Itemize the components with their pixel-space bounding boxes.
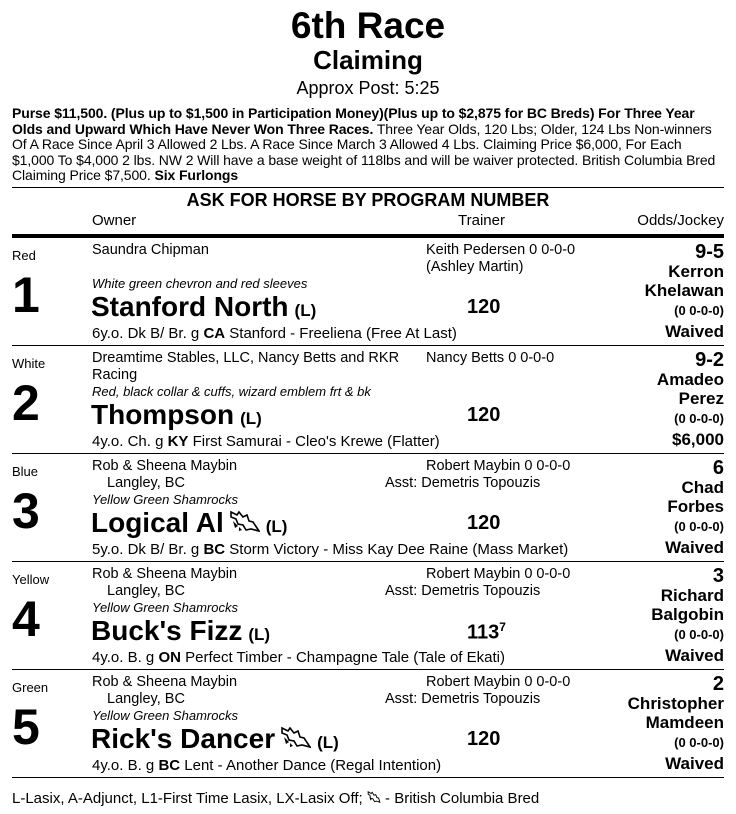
program-number: 3 <box>12 482 40 539</box>
jockey-last-name: Perez <box>678 388 724 408</box>
program-number: 1 <box>12 266 40 323</box>
race-title: 6th Race <box>290 5 446 46</box>
bc-legend-text: - British Columbia Bred <box>380 790 540 807</box>
breeding-pedigree: Lent - Another Dance (Regal Intention) <box>180 756 442 774</box>
trainer <box>426 350 554 367</box>
medication-flag: (L) <box>240 408 262 428</box>
owner-name: Rob & Sheena Maybin <box>92 457 238 474</box>
medication-flag: (L) <box>294 300 317 320</box>
horse-name-line <box>91 508 287 542</box>
bc-bred-icon <box>230 509 260 539</box>
jockey-first-name: Richard <box>660 585 724 605</box>
trainer-name: Keith Pedersen 0 0-0-0 <box>426 241 576 258</box>
medication-flag: (L) <box>317 732 339 752</box>
jockey-last-name: Forbes <box>667 496 724 516</box>
jockey <box>645 262 724 319</box>
jockey <box>657 370 724 427</box>
owner <box>92 566 422 600</box>
jockey-record: (0 0-0-0) <box>674 302 724 318</box>
breeding-state: KY <box>167 432 189 450</box>
jockey-first-name: Christopher <box>627 693 724 713</box>
trainer-name: Robert Maybin 0 0-0-0 <box>426 565 571 582</box>
horse-name-line <box>91 292 316 326</box>
medication-flag: (L) <box>248 624 271 644</box>
owner-name: Rob & Sheena Maybin <box>92 673 238 690</box>
trainer-name: Nancy Betts 0 0-0-0 <box>426 349 555 366</box>
horse-name-line <box>91 616 270 650</box>
weight-value: 113 <box>467 621 500 644</box>
jockey <box>651 586 724 643</box>
saddle-color: Green <box>12 679 49 695</box>
breeding-state: CA <box>203 324 226 342</box>
morning-line-odds: 3 <box>712 564 724 587</box>
entry-row <box>12 454 724 562</box>
saddle-color: Red <box>12 247 36 263</box>
jockey-last-name: Balgobin <box>651 604 724 624</box>
conditions-bold: Purse $11,500. (Plus up to $1,500 in Participation Money)(Plus up to $2,875 for BC Breds) For Three Year Olds and Upward Which Have Never Won Three Races. <box>12 105 695 137</box>
jockey-first-name: Kerron <box>668 261 724 281</box>
race-header <box>0 0 736 100</box>
breeding <box>92 757 441 774</box>
saddle-color: Blue <box>12 463 39 479</box>
trainer <box>426 566 570 583</box>
horse-name: Buck's Fizz <box>91 614 243 646</box>
silks-description: Yellow Green Shamrocks <box>92 707 238 723</box>
owner-name: Saundra Chipman <box>92 241 209 258</box>
program-number: 2 <box>12 374 40 431</box>
morning-line-odds: 2 <box>712 672 724 695</box>
claim-status: $6,000 <box>672 429 724 449</box>
silks-description: Red, black collar & cuffs, wizard emblem frt & bk <box>92 383 371 399</box>
horse-name: Thompson <box>91 398 235 430</box>
weight-value: 120 <box>467 727 501 750</box>
breeding-state: BC <box>158 756 181 774</box>
morning-line-odds: 6 <box>712 456 724 479</box>
assistant-trainer: Asst: Demetris Topouzis <box>385 474 541 491</box>
silks-description: Yellow Green Shamrocks <box>92 491 238 507</box>
trainer <box>426 458 570 475</box>
bc-bred-icon <box>281 725 311 755</box>
assistant-trainer: Asst: Demetris Topouzis <box>385 690 541 707</box>
entry-row <box>12 346 724 454</box>
owner <box>92 458 422 492</box>
col-trainer: Trainer <box>458 211 505 229</box>
trainer-name: Robert Maybin 0 0-0-0 <box>426 457 571 474</box>
trainer <box>426 674 570 691</box>
legend-footer <box>12 790 539 808</box>
owner-location: Langley, BC <box>107 582 185 599</box>
banner-rule <box>12 187 724 210</box>
breeding <box>92 649 505 666</box>
morning-line-odds: 9-2 <box>695 348 724 371</box>
jockey-last-name: Khelawan <box>644 280 724 300</box>
breeding <box>92 541 568 558</box>
post-time: Approx Post: 5:25 <box>296 78 440 98</box>
weight <box>467 296 500 319</box>
entry-row <box>12 670 724 778</box>
jockey-record: (0 0-0-0) <box>674 410 724 426</box>
trainer-name: Robert Maybin 0 0-0-0 <box>426 673 571 690</box>
breeding-pedigree: Storm Victory - Miss Kay Dee Raine (Mass Market) <box>225 540 569 558</box>
saddle-color: Yellow <box>12 571 50 587</box>
jockey-first-name: Amadeo <box>656 369 724 389</box>
program-number: 4 <box>12 590 40 647</box>
claim-status: Waived <box>665 537 724 557</box>
assistant-trainer: Asst: Demetris Topouzis <box>385 582 541 599</box>
bc-bred-icon <box>367 790 381 808</box>
race-conditions <box>0 100 736 184</box>
breeding-age-color: 6y.o. Dk B/ Br. g <box>92 324 204 342</box>
saddle-color: White <box>12 355 46 371</box>
column-headers <box>12 210 724 234</box>
entry-row <box>12 238 724 346</box>
breeding <box>92 325 457 342</box>
owner-location: Langley, BC <box>107 690 185 707</box>
conditions-body: Three Year Olds, 120 Lbs; Older, 124 Lbs Non-winners Of A Race Since April 3 Allowed 2 Lbs. A Race Since March 3 Allowed 4 Lbs. Claiming Price $6,000, For Each $1,000 To $4,000 2 lbs. NW 2 Will have a base weight of 118lbs and will be waiver protected. British Columbia Bred Claiming Price $7,500. <box>12 120 716 183</box>
breeding-pedigree: Stanford - Freeliena (Free At Last) <box>225 324 457 342</box>
owner <box>92 674 422 708</box>
jockey-first-name: Chad <box>681 477 724 497</box>
entry-row <box>12 562 724 670</box>
conditions-distance: Six Furlongs <box>154 167 239 183</box>
owner <box>92 350 422 384</box>
owner-name: Rob & Sheena Maybin <box>92 565 238 582</box>
weight <box>467 404 500 427</box>
breeding-pedigree: Perfect Timber - Champagne Tale (Tale of Ekati) <box>180 648 505 666</box>
weight-value: 120 <box>467 295 501 318</box>
breeding-age-color: 4y.o. B. g <box>92 756 159 774</box>
trainer-note: (Ashley Martin) <box>426 258 524 275</box>
breeding <box>92 433 440 450</box>
horse-name: Stanford North <box>91 290 289 322</box>
program-number-banner: ASK FOR HORSE BY PROGRAM NUMBER <box>186 189 550 210</box>
owner <box>92 242 422 259</box>
medication-flag: (L) <box>265 516 288 536</box>
trainer <box>426 242 575 276</box>
col-odds-jockey: Odds/Jockey <box>637 211 724 229</box>
claim-status: Waived <box>665 645 724 665</box>
breeding-age-color: 4y.o. B. g <box>92 648 159 666</box>
jockey-last-name: Mamdeen <box>645 712 724 732</box>
breeding-age-color: 5y.o. Dk B/ Br. g <box>92 540 204 558</box>
weight <box>467 728 500 751</box>
col-owner: Owner <box>92 211 137 229</box>
owner-location: Langley, BC <box>107 474 185 491</box>
claim-status: Waived <box>665 321 724 341</box>
claim-status: Waived <box>665 753 724 773</box>
horse-name: Logical Al <box>91 506 224 538</box>
silks-description: White green chevron and red sleeves <box>92 275 308 291</box>
breeding-pedigree: First Samurai - Cleo's Krewe (Flatter) <box>188 432 440 450</box>
legend-text: L-Lasix, A-Adjunct, L1-First Time Lasix, LX-Lasix Off; <box>12 790 367 807</box>
jockey-record: (0 0-0-0) <box>674 734 724 750</box>
jockey <box>667 478 724 535</box>
jockey <box>628 694 724 751</box>
morning-line-odds: 9-5 <box>695 240 724 263</box>
breeding-state: ON <box>158 648 181 666</box>
race-type: Claiming <box>313 45 423 75</box>
horse-name-line <box>91 724 339 758</box>
weight-value: 120 <box>467 403 501 426</box>
breeding-state: BC <box>203 540 226 558</box>
program-number: 5 <box>12 698 40 755</box>
owner-name: Dreamtime Stables, LLC, Nancy Betts and RKR Racing <box>92 349 400 383</box>
horse-name: Rick's Dancer <box>91 722 276 754</box>
jockey-record: (0 0-0-0) <box>674 626 724 642</box>
weight <box>467 620 506 645</box>
weight-value: 120 <box>467 511 501 534</box>
weight <box>467 512 500 535</box>
horse-name-line <box>91 400 262 434</box>
silks-description: Yellow Green Shamrocks <box>92 599 238 615</box>
entries-list <box>12 238 724 778</box>
breeding-age-color: 4y.o. Ch. g <box>92 432 168 450</box>
jockey-record: (0 0-0-0) <box>674 518 724 534</box>
apprentice-allowance: 7 <box>499 619 506 634</box>
